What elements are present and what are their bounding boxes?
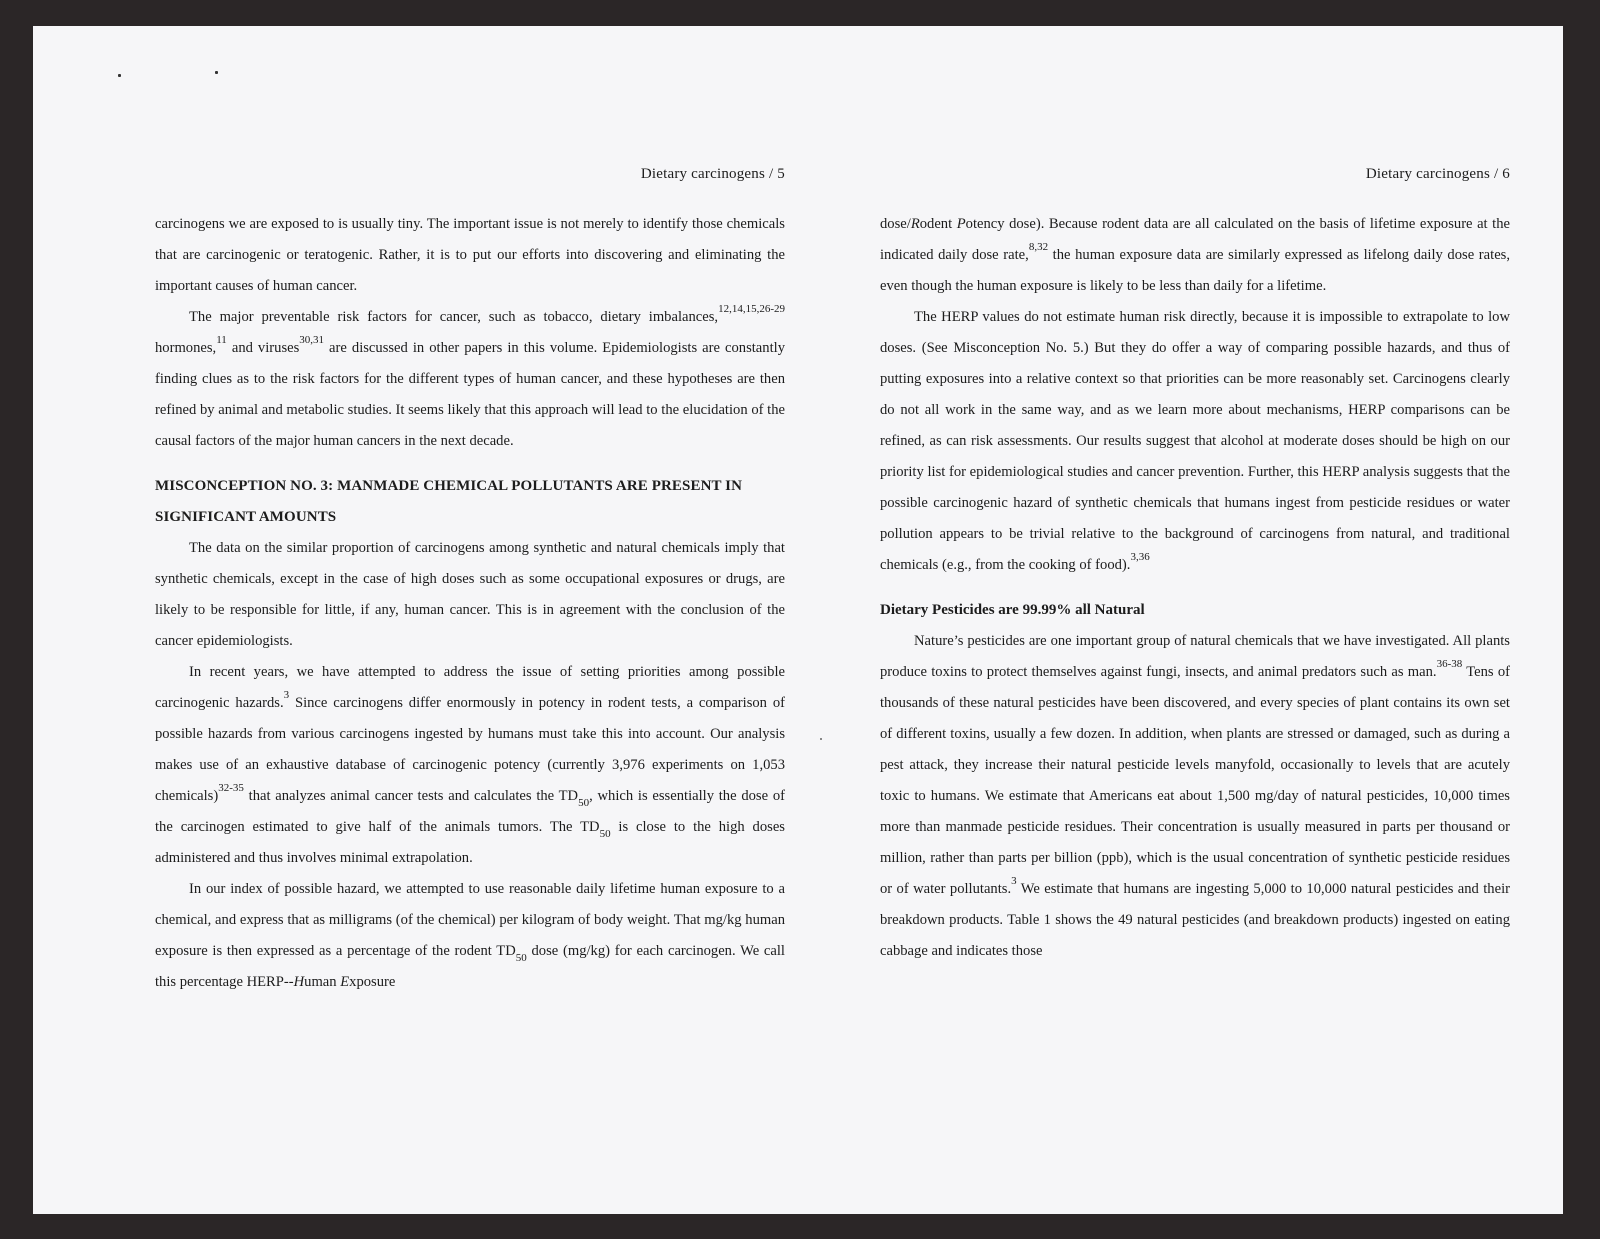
citation: 3: [283, 689, 290, 701]
paragraph: carcinogens we are exposed to is usually tiny. The important issue is not merely to identify those chemicals that are carcinogenic or teratogenic. Rather, it is to put our efforts into discovering and eliminating the important causes of human cancer.: [155, 216, 785, 294]
citation: 36-38: [1436, 658, 1463, 670]
citation: 8,32: [1028, 241, 1049, 253]
text-run: dose/: [880, 216, 911, 232]
page-body: [880, 209, 1510, 967]
document-sheet: [33, 26, 1563, 1214]
text-run: dose (mg/kg) for each carcinogen. We call this percentage HERP--: [155, 943, 785, 990]
text-run: H: [293, 974, 305, 990]
text-run: The major preventable risk factors for cancer, such as tobacco, dietary imbalances,: [189, 309, 719, 325]
section-heading: MISCONCEPTION NO. 3: MANMADE CHEMICAL POLLUTANTS ARE PRESENT IN SIGNIFICANT AMOUNTS: [155, 478, 743, 525]
citation: 32-35: [218, 782, 244, 794]
running-header: Dietary carcinogens / 6: [1365, 166, 1510, 182]
text-run: E: [340, 974, 350, 990]
text-run: otency dose). Because rodent data are all calculated on the basis of lifetime exposure at the indicated daily dose rate,: [880, 216, 1510, 263]
paragraph: [155, 874, 785, 998]
text-run: Since carcinogens differ enormously in potency in rodent tests, a comparison of possible hazards from various carcinogens ingested by humans must take this into account. Our analysis makes use of an exhaustive database of carcinogenic potency (currently 3,976 experiments on 1,053 chemicals): [155, 695, 785, 804]
text-run: is close to the high doses administered and thus involves minimal extrapolation.: [155, 819, 785, 866]
text-run: The HERP values do not estimate human risk directly, because it is impossible to extrapolate to low doses. (See Misconception No. 5.) But they do offer a way of comparing possible hazards, and thus of putting exposures into a relative context so that priorities can be more reasonably set. Carcinogens clearly do not all work in the same way, and as we learn more about mechanisms, HERP comparisons can be refined, as can risk assessments. Our results suggest that alcohol at moderate doses should be high on our priority list for epidemiological studies and cancer prevention. Further, this HERP analysis suggests that the possible carcinogenic hazard of synthetic chemicals that humans ingest from pesticide residues or water pollution appears to be trivial relative to the background of carcinogens from natural, and traditional chemicals (e.g., from the cooking of food).: [880, 309, 1510, 573]
text-run: odent: [919, 216, 957, 232]
text-run: P: [956, 216, 966, 232]
text-run: In our index of possible hazard, we attempted to use reasonable daily lifetime human exposure to a chemical, and express that as milligrams (of the chemical) per kilogram of body weight. That mg/kg human exposure is then expressed as a percentage of the rodent TD: [155, 881, 785, 959]
scan-speck: [820, 738, 822, 740]
scan-speck: [215, 71, 218, 74]
text-run: and viruses: [226, 340, 300, 356]
citation: 3,36: [1130, 551, 1150, 563]
text-run: In recent years, we have attempted to address the issue of setting priorities among possible carcinogenic hazards.: [155, 664, 785, 711]
subscript: 50: [599, 828, 611, 840]
paragraph: [880, 209, 1510, 302]
subsection-heading: Dietary Pesticides are 99.99% all Natural: [880, 602, 1145, 618]
paragraph: [155, 657, 785, 874]
paragraph: [155, 302, 785, 457]
paragraph: The data on the similar proportion of carcinogens among synthetic and natural chemicals imply that synthetic chemicals, except in the case of high doses such as some occupational exposures or drugs, are likely to be responsible for little, if any, human cancer. This is in agreement with the conclusion of the cancer epidemiologists.: [155, 540, 785, 649]
text-run: the human exposure data are similarly expressed as lifelong daily dose rates, even though the human exposure is likely to be less than daily for a lifetime.: [880, 247, 1510, 294]
page-body: [155, 209, 785, 998]
text-run: Nature’s pesticides are one important group of natural chemicals that we have investigated. All plants produce toxins to protect themselves against fungi, insects, and animal predators such as man.: [880, 633, 1510, 680]
text-run: Tens of thousands of these natural pesticides have been discovered, and every species of plant contains its own set of different toxins, usually a few dozen. In addition, when plants are stressed or damaged, such as during a pest attack, they increase their natural pesticide levels manyfold, occasionally to levels that are acutely toxic to humans. We estimate that Americans eat about 1,500 mg/day of natural pesticides, 10,000 times more than manmade pesticide residues. Their concentration is usually measured in parts per thousand or million, rather than parts per billion (ppb), which is the usual concentration of synthetic pesticide residues or of water pollutants.: [880, 664, 1510, 897]
text-run: , which is essentially the dose of the carcinogen estimated to give half of the animals tumors. The TD: [155, 788, 785, 835]
running-header: Dietary carcinogens / 5: [640, 166, 785, 182]
citation: 3: [1011, 875, 1017, 887]
citation: 12,14,15,26-29: [718, 303, 785, 315]
citation: 11: [216, 334, 227, 346]
text-run: hormones,: [155, 340, 217, 356]
text-run: We estimate that humans are ingesting 5,000 to 10,000 natural pesticides and their breakdown products. Table 1 shows the 49 natural pesticides (and breakdown products) ingested on eating cabbage and indicates those: [880, 881, 1510, 959]
subscript: 50: [515, 952, 527, 964]
text-run: xposure: [349, 974, 396, 990]
text-run: R: [910, 216, 920, 232]
citation: 30,31: [299, 334, 325, 346]
paragraph: [880, 302, 1510, 581]
scan-speck: [118, 74, 121, 77]
text-run: uman: [304, 974, 341, 990]
text-run: are discussed in other papers in this volume. Epidemiologists are constantly finding clues as to the risk factors for the different types of human cancer, and these hypotheses are then refined by animal and metabolic studies. It seems likely that this approach will lead to the elucidation of the causal factors of the major human cancers in the next decade.: [155, 340, 785, 449]
text-run: that analyzes animal cancer tests and calculates the TD: [243, 788, 579, 804]
paragraph: [880, 626, 1510, 967]
subscript: 50: [578, 797, 590, 809]
